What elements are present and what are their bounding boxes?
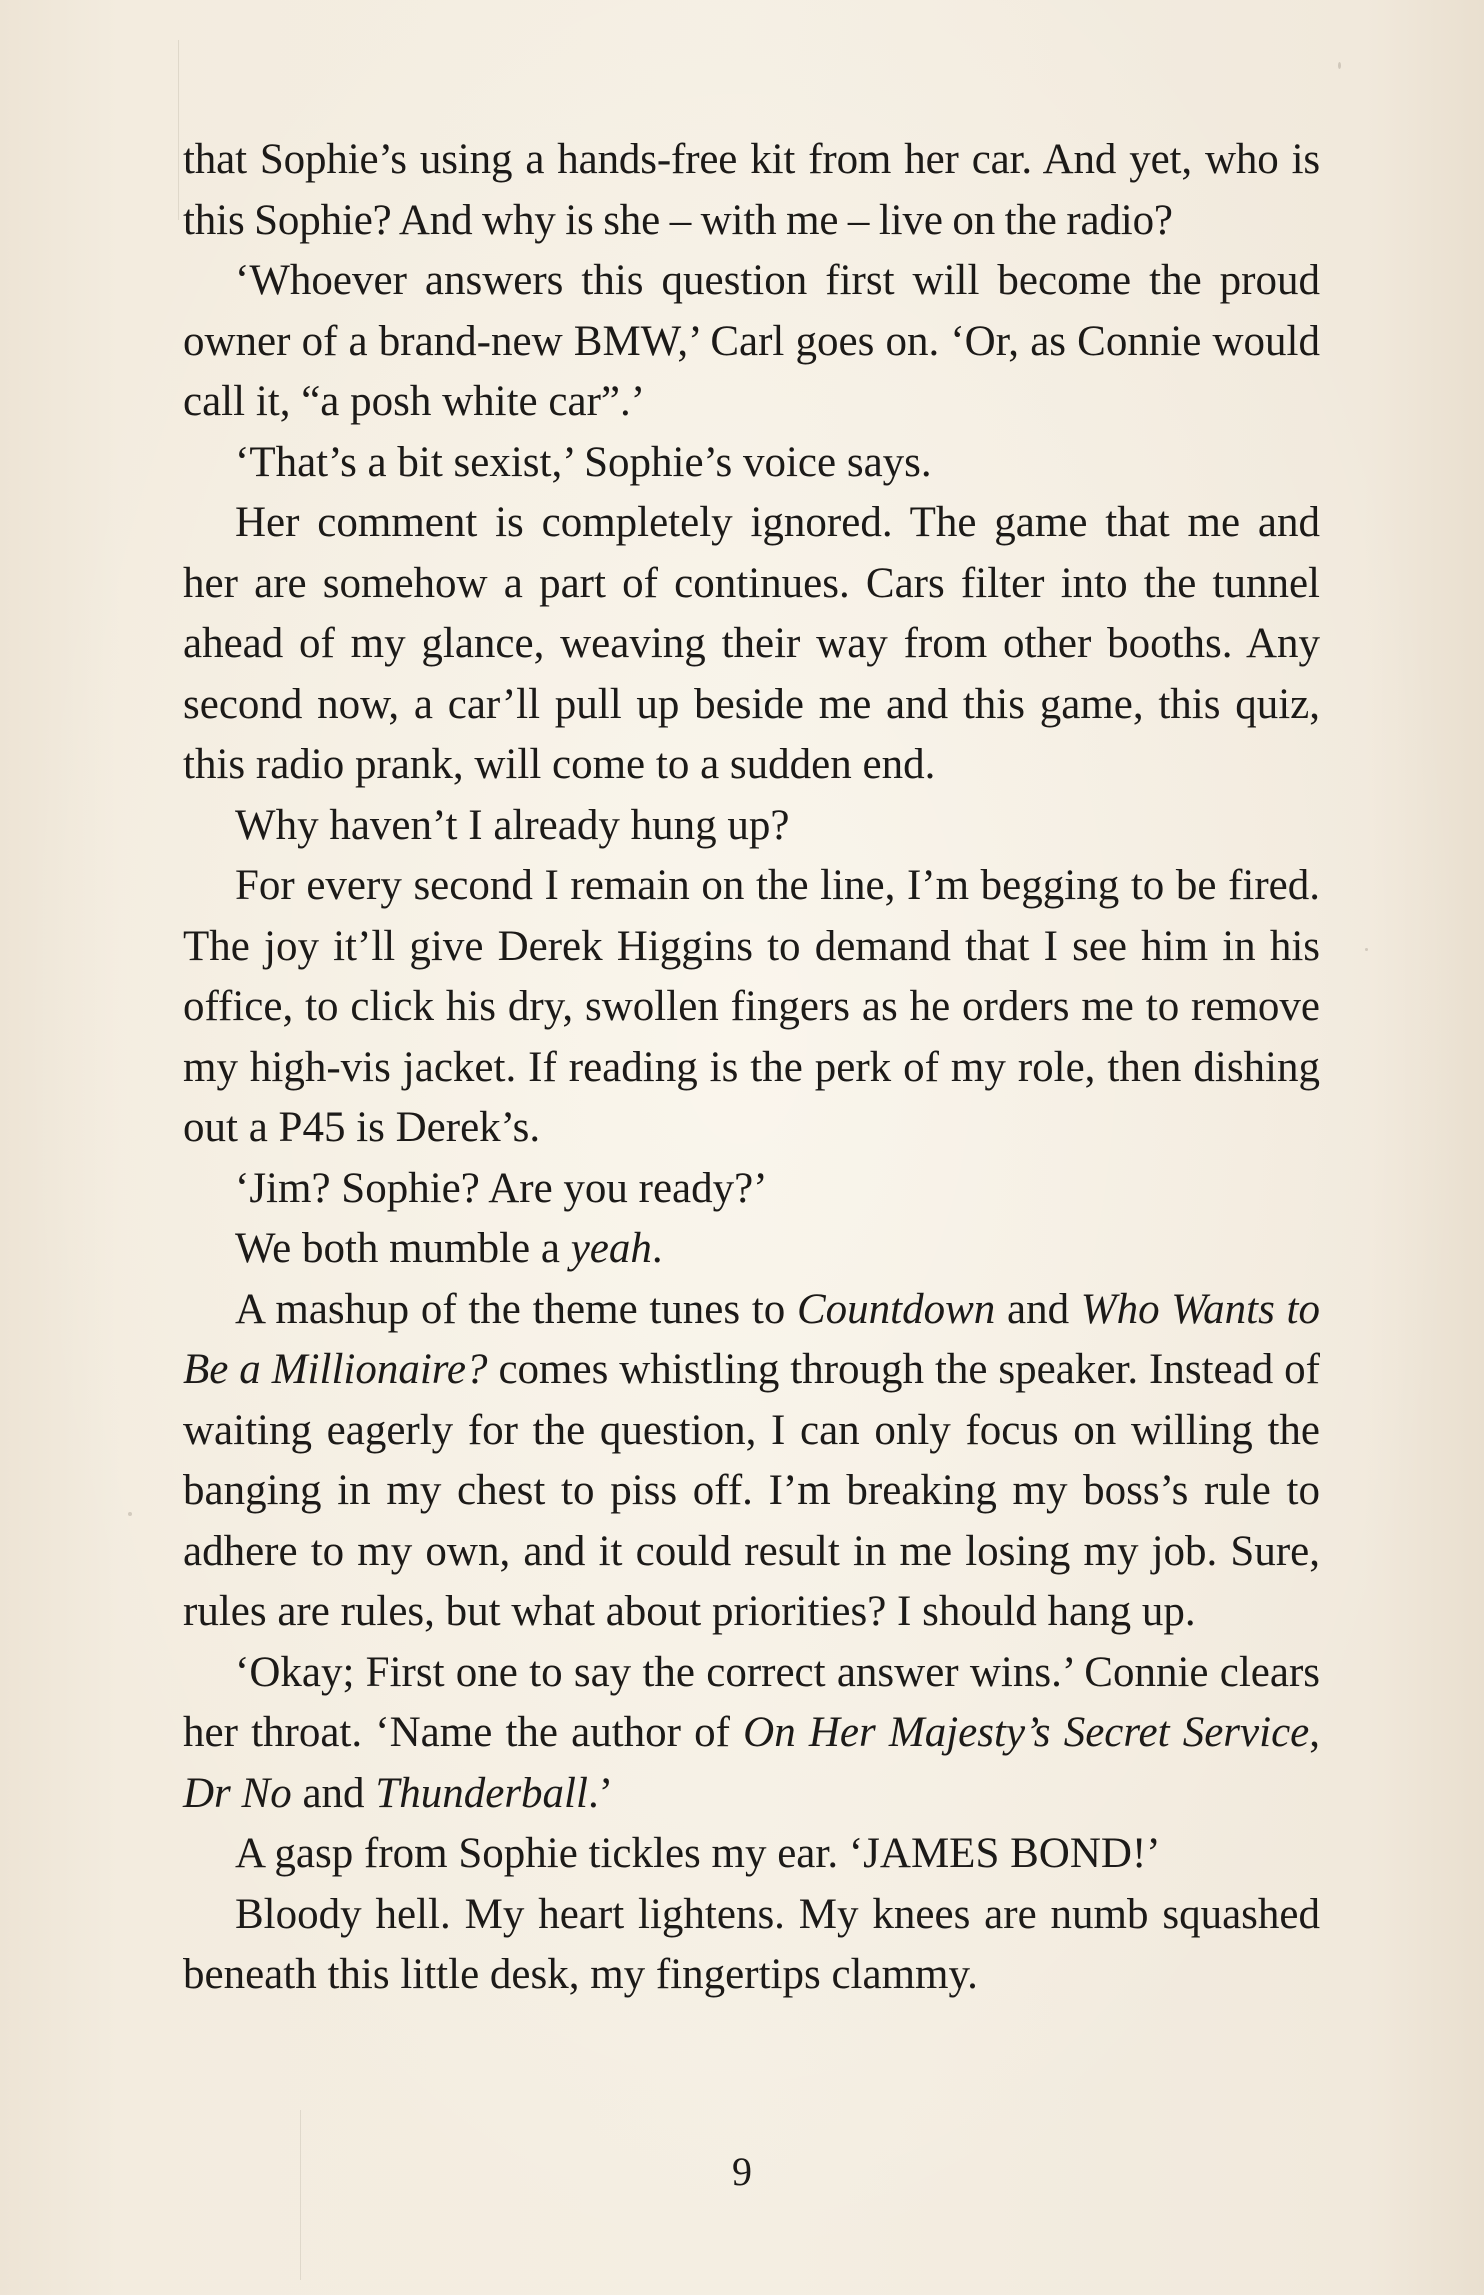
paragraph-4 bbox=[183, 493, 1320, 796]
paragraph-8 bbox=[183, 1219, 1320, 1280]
paragraph-11 bbox=[183, 1824, 1320, 1885]
paragraph-2 bbox=[183, 251, 1320, 433]
paragraph-9-italic-millionaire: Who Wants to Be a Millionaire? bbox=[183, 1285, 1320, 1393]
paragraph-12 bbox=[183, 1885, 1320, 2006]
paragraph-10-text-c: and bbox=[291, 1769, 376, 1817]
paper-speck-1 bbox=[128, 1512, 132, 1516]
paragraph-4-text: Her comment is completely ignored. The game that me and her are somehow a part of continues. Cars filter into the tunnel ahead of my glance, weaving their way from other booths. Any second now, a car’ll pull up beside me and this game, this quiz, this radio prank, will come to a sudden end. bbox=[183, 499, 1320, 788]
paragraph-11-text: A gasp from Sophie tickles my ear. ‘JAMES BOND!’ bbox=[235, 1830, 1161, 1877]
paragraph-3 bbox=[183, 433, 1320, 494]
paragraph-8-text-b: . bbox=[651, 1225, 663, 1272]
paragraph-9-text-c: comes whistling through the speaker. Instead of waiting eagerly for the question, I can only focus on willing the banging in my chest to piss off. I’m breaking my boss’s rule to adhere to my own, and it could result in me losing my job. Sure, rules are rules, but what about priorities? I should hang up. bbox=[183, 1346, 1320, 1635]
paragraph-1-text: that Sophie’s using a hands-free kit from her car. And yet, who is this Sophie? And why is she – with me – live on the radio? bbox=[183, 136, 1320, 244]
paragraph-8-text-a: We both mumble a bbox=[235, 1225, 571, 1272]
paragraph-6 bbox=[183, 856, 1320, 1159]
paragraph-10-text-b: , bbox=[1309, 1709, 1320, 1756]
paragraph-10-italic-ohmss: On Her Majesty’s Secret Service bbox=[743, 1709, 1310, 1756]
paper-speck-3 bbox=[1338, 62, 1341, 69]
body-text bbox=[183, 130, 1320, 2006]
paragraph-2-text: ‘Whoever answers this question first will become the proud owner of a brand-new BMW,’ Carl goes on. ‘Or, as Connie would call it, “a posh white car”.’ bbox=[183, 257, 1320, 425]
paper-crease-bottom bbox=[300, 2110, 301, 2280]
paragraph-9-text-a: A mashup of the theme tunes to bbox=[235, 1285, 797, 1333]
paragraph-9-italic-countdown: Countdown bbox=[796, 1285, 996, 1333]
paragraph-7-text: ‘Jim? Sophie? Are you ready?’ bbox=[235, 1164, 768, 1212]
paragraph-6-text: For every second I remain on the line, I’m begging to be fired. The joy it’ll give Derek Higgins to demand that I see him in his office, to click his dry, swollen fingers as he orders me to remove my high-vis jacket. If reading is the perk of my role, then dishing out a P45 is Derek’s. bbox=[183, 862, 1320, 1151]
paragraph-10-text-d: .’ bbox=[587, 1769, 614, 1817]
page-number: 9 bbox=[732, 2149, 752, 2194]
paragraph-10 bbox=[183, 1643, 1320, 1825]
paragraph-12-text: Bloody hell. My heart lightens. My knees are numb squashed beneath this little desk, my fingertips clammy. bbox=[183, 1890, 1320, 1998]
paragraph-9 bbox=[183, 1280, 1320, 1643]
paragraph-10-italic-thunderball: Thunderball bbox=[375, 1769, 588, 1817]
paragraph-8-italic-yeah: yeah bbox=[570, 1225, 652, 1272]
paragraph-5 bbox=[183, 796, 1320, 857]
paragraph-3-text: ‘That’s a bit sexist,’ Sophie’s voice says. bbox=[235, 438, 932, 486]
paragraph-5-text: Why haven’t I already hung up? bbox=[235, 801, 790, 849]
paper-crease-left bbox=[178, 40, 179, 220]
paper-speck-2 bbox=[1365, 948, 1368, 951]
paragraph-10-italic-drno: Dr No bbox=[183, 1769, 292, 1817]
paragraph-10-text-a: ‘Okay; First one to say the correct answer wins.’ Connie clears her throat. ‘Name the author of bbox=[183, 1648, 1320, 1756]
paragraph-7 bbox=[183, 1159, 1320, 1220]
paragraph-1 bbox=[183, 130, 1320, 251]
paragraph-9-text-b: and bbox=[995, 1285, 1081, 1333]
